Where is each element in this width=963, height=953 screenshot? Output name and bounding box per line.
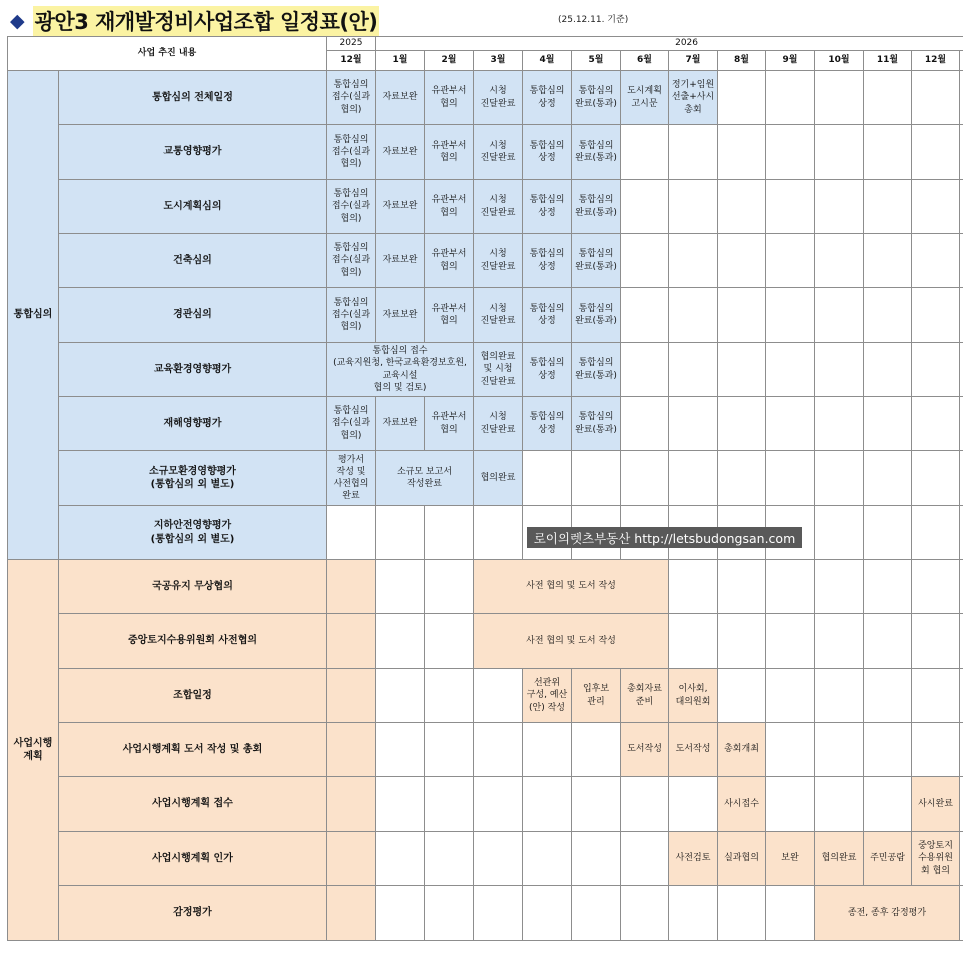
document-title — [10, 6, 379, 36]
schedule-cell: 시청 진달완료 — [474, 234, 523, 288]
schedule-cell: 자료보완 — [376, 180, 425, 234]
schedule-cell: 입후보 관리 — [572, 669, 621, 723]
schedule-cell: 통합심의 상정 — [523, 234, 572, 288]
row-label: 교육환경영향평가 — [59, 343, 327, 397]
year-2025: 2025 — [327, 37, 376, 51]
row-label: 중앙토지수용위원회 사전협의 — [59, 614, 327, 669]
schedule-cell: 유관부서 협의 — [425, 71, 474, 125]
watermark: 로이의렛츠부동산 http://letsbudongsan.com — [527, 527, 802, 548]
schedule-cell: 유관부서 협의 — [425, 397, 474, 451]
schedule-cell: 사시접수 — [718, 777, 766, 832]
schedule-cell: 통합심의 접수(실과 협의) — [327, 180, 376, 234]
schedule-cell: 유관부서 협의 — [425, 288, 474, 343]
month-header: 7월 — [669, 51, 718, 71]
schedule-cell: 시청 진달완료 — [474, 288, 523, 343]
schedule-cell: 협의완료 및 시청 진달완료 — [474, 343, 523, 397]
schedule-cell: 종전, 종후 감정평가 — [815, 886, 960, 941]
row-label: 조합일정 — [59, 669, 327, 723]
row-label: 국공유지 무상협의 — [59, 560, 327, 614]
schedule-cell: 통합심의 상정 — [523, 343, 572, 397]
schedule-cell: 통합심의 상정 — [523, 288, 572, 343]
schedule-cell: 통합심의 접수(실과 협의) — [327, 71, 376, 125]
schedule-cell: 통합심의 상정 — [523, 71, 572, 125]
schedule-cell: 주민공람 — [864, 832, 912, 886]
row-label: 건축심의 — [59, 234, 327, 288]
month-header: 1월 — [376, 51, 425, 71]
schedule-cell: 통합심의 접수(실과 협의) — [327, 234, 376, 288]
month-header: 12월 — [912, 51, 960, 71]
schedule-cell: 사전검토 — [669, 832, 718, 886]
schedule-cell: 사시완료 — [912, 777, 960, 832]
schedule-cell: 자료보완 — [376, 234, 425, 288]
schedule-cell: 시청 진달완료 — [474, 397, 523, 451]
row-label: 도시계획심의 — [59, 180, 327, 234]
schedule-cell: 이사회, 대의원회 — [669, 669, 718, 723]
schedule-cell: 통합심의 상정 — [523, 125, 572, 180]
row-label: 재해영향평가 — [59, 397, 327, 451]
month-header: 5월 — [572, 51, 621, 71]
month-header: 9월 — [766, 51, 815, 71]
schedule-cell: 통합심의 완료(통과) — [572, 343, 621, 397]
schedule-cell: 통합심의 완료(통과) — [572, 180, 621, 234]
schedule-cell: 유관부서 협의 — [425, 125, 474, 180]
month-header: 2월 — [425, 51, 474, 71]
schedule-cell: 통합심의 완료(통과) — [572, 125, 621, 180]
row-label: 사업시행계획 도서 작성 및 총회 — [59, 723, 327, 777]
month-header: 12월 — [327, 51, 376, 71]
schedule-cell: 협의완료 — [474, 451, 523, 506]
schedule-cell: 도시계획 고시문 — [621, 71, 669, 125]
row-label: 교통영향평가 — [59, 125, 327, 180]
month-header: 6월 — [621, 51, 669, 71]
schedule-cell: 통합심의 완료(통과) — [572, 288, 621, 343]
schedule-cell: 시청 진달완료 — [474, 71, 523, 125]
schedule-cell: 통합심의 완료(통과) — [572, 397, 621, 451]
schedule-cell: 통합심의 완료(통과) — [572, 71, 621, 125]
schedule-cell: 보완 — [766, 832, 815, 886]
group-project-plan: 사업시행 계획 — [8, 560, 59, 941]
month-header: 10월 — [815, 51, 864, 71]
month-header: 11월 — [864, 51, 912, 71]
schedule-cell: 시청 진달완료 — [474, 125, 523, 180]
schedule-cell: 유관부서 협의 — [425, 180, 474, 234]
schedule-cell: 통합심의 상정 — [523, 397, 572, 451]
schedule-cell: 총회자료 준비 — [621, 669, 669, 723]
schedule-cell: 중앙토지 수용위원 회 협의 — [912, 832, 960, 886]
group-integrated-review: 통합심의 — [8, 71, 59, 560]
schedule-table — [7, 36, 963, 941]
diamond-bullet-icon: ◆ — [10, 9, 25, 32]
schedule-cell: 유관부서 협의 — [425, 234, 474, 288]
schedule-cell: 도서작성 — [669, 723, 718, 777]
schedule-cell: 자료보완 — [376, 288, 425, 343]
schedule-cell: 통합심의 완료(통과) — [572, 234, 621, 288]
row-label: 사업시행계획 접수 — [59, 777, 327, 832]
schedule-cell: 통합심의 접수 (교육지원청, 한국교육환경보호원, 교육시설 협의 및 검토) — [327, 343, 474, 397]
schedule-cell: 협의완료 — [815, 832, 864, 886]
schedule-cell: 평가서 작성 및 사전협의 완료 — [327, 451, 376, 506]
schedule-cell: 총회개최 — [718, 723, 766, 777]
month-header: 3월 — [474, 51, 523, 71]
schedule-cell: 소규모 보고서 작성완료 — [376, 451, 474, 506]
schedule-cell: 사전 협의 및 도서 작성 — [474, 560, 669, 614]
row-label: 소규모환경영향평가 (통합심의 외 별도) — [59, 451, 327, 506]
month-header: 8월 — [718, 51, 766, 71]
schedule-cell: 자료보완 — [376, 71, 425, 125]
as-of-date: (25.12.11. 기준) — [558, 15, 629, 25]
row-label: 사업시행계획 인가 — [59, 832, 327, 886]
schedule-cell: 통합심의 접수(실과 협의) — [327, 288, 376, 343]
schedule-cell: 정기+임원 선출+사시 총회 — [669, 71, 718, 125]
header-label: 사업 추진 내용 — [8, 37, 327, 71]
schedule-cell: 실과협의 — [718, 832, 766, 886]
schedule-cell: 선관위 구성, 예산 (안) 작성 — [523, 669, 572, 723]
schedule-cell: 시청 진달완료 — [474, 180, 523, 234]
schedule-cell: 사전 협의 및 도서 작성 — [474, 614, 669, 669]
schedule-cell: 자료보완 — [376, 397, 425, 451]
title-text: 광안3 재개발정비사업조합 일정표(안) — [33, 6, 380, 36]
row-label: 경관심의 — [59, 288, 327, 343]
row-label: 통합심의 전체일정 — [59, 71, 327, 125]
schedule-cell: 통합심의 접수(실과 협의) — [327, 125, 376, 180]
year-2026: 2026 — [376, 37, 963, 51]
schedule-cell: 도서작성 — [621, 723, 669, 777]
schedule-cell: 통합심의 접수(실과 협의) — [327, 397, 376, 451]
row-label: 감정평가 — [59, 886, 327, 941]
month-header: 4월 — [523, 51, 572, 71]
schedule-cell: 자료보완 — [376, 125, 425, 180]
row-label: 지하안전영향평가 (통합심의 외 별도) — [59, 506, 327, 560]
schedule-cell: 통합심의 상정 — [523, 180, 572, 234]
